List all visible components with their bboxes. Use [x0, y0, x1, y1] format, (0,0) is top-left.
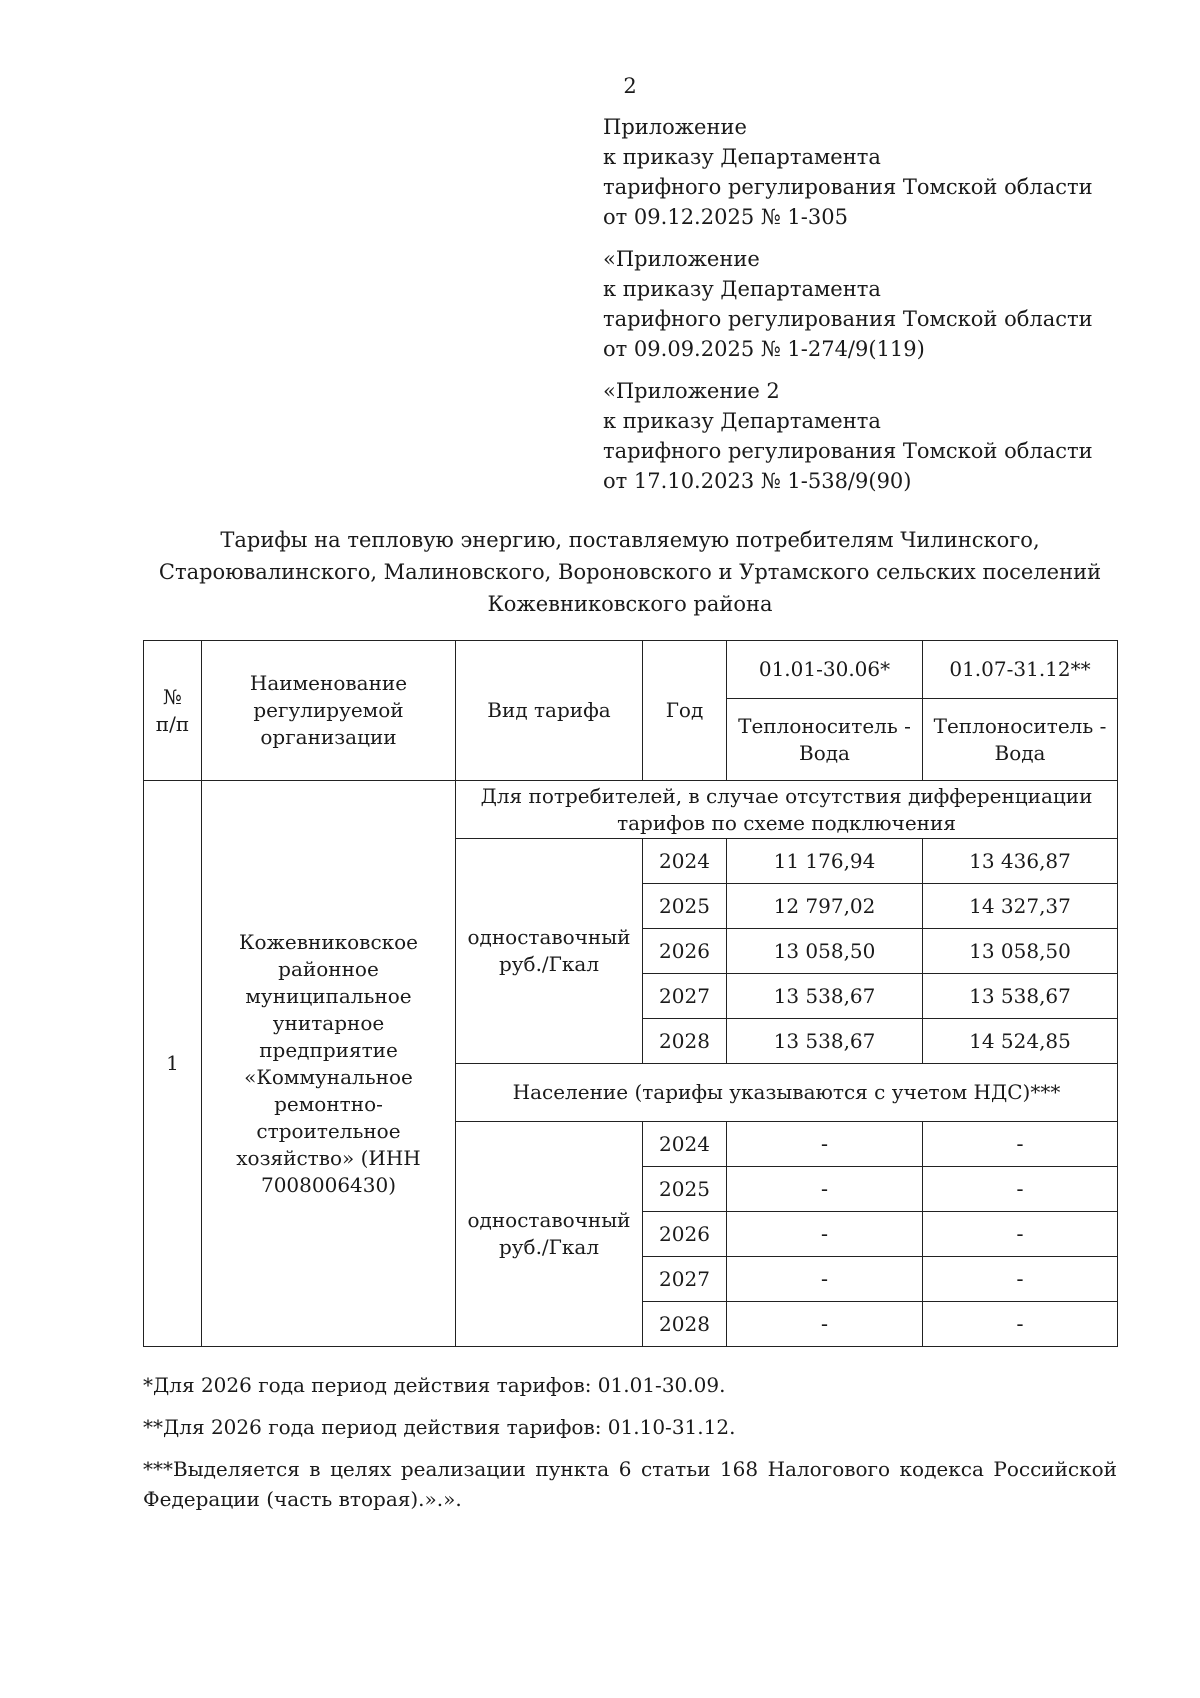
value-cell: -	[727, 1122, 923, 1167]
section-title-row	[144, 781, 1118, 839]
title-line: Тарифы на тепловую энергию, поставляемую потребителям Чилинского,	[220, 528, 1040, 552]
value-cell: 11 176,94	[727, 839, 923, 884]
table-header-row	[144, 641, 1118, 699]
year-cell: 2027	[643, 974, 727, 1019]
attachment-line: от 09.09.2025 № 1-274/9(119)	[603, 337, 925, 361]
page-number: 2	[623, 74, 637, 98]
header-tariff-type: Вид тарифа	[456, 641, 643, 781]
value-cell: -	[727, 1212, 923, 1257]
attachment-block-3	[603, 376, 1163, 496]
value-cell: -	[727, 1257, 923, 1302]
tariff-table	[143, 640, 1118, 1347]
attachment-block-1	[603, 112, 1163, 232]
title-line: Кожевниковского района	[487, 592, 773, 616]
footnote: **Для 2026 года период действия тарифов: 01.10-31.12.	[143, 1415, 736, 1439]
header-organization: Наименование регулируемой организации	[202, 641, 456, 781]
attachment-line: к приказу Департамента	[603, 409, 881, 433]
attachment-line: «Приложение	[603, 247, 760, 271]
attachment-block-2	[603, 244, 1163, 364]
attachment-line: тарифного регулирования Томской области	[603, 175, 1093, 199]
year-cell: 2026	[643, 1212, 727, 1257]
header-carrier-2: Теплоноситель - Вода	[923, 699, 1118, 781]
tariff-type-cell: одноставочный руб./Гкал	[456, 1122, 643, 1347]
header-carrier-1: Теплоноситель - Вода	[727, 699, 923, 781]
value-cell: -	[727, 1302, 923, 1347]
year-cell: 2025	[643, 1167, 727, 1212]
year-cell: 2028	[643, 1019, 727, 1064]
value-cell: -	[923, 1167, 1118, 1212]
value-cell: -	[923, 1122, 1118, 1167]
value-cell: 13 058,50	[727, 929, 923, 974]
year-cell: 2024	[643, 839, 727, 884]
header-num: № п/п	[144, 641, 202, 781]
value-cell: 12 797,02	[727, 884, 923, 929]
section-title: Для потребителей, в случае отсутствия дифференциации тарифов по схеме подключения	[456, 781, 1118, 839]
value-cell: 13 436,87	[923, 839, 1118, 884]
value-cell: 13 058,50	[923, 929, 1118, 974]
attachment-line: тарифного регулирования Томской области	[603, 307, 1093, 331]
header-period-2: 01.07-31.12**	[923, 641, 1118, 699]
value-cell: 14 327,37	[923, 884, 1118, 929]
value-cell: -	[923, 1302, 1118, 1347]
footnote: ***Выделяется в целях реализации пункта 6 статьи 168 Налогового кодекса Российской Федерации (часть вторая).».».	[143, 1457, 1117, 1511]
value-cell: 13 538,67	[727, 1019, 923, 1064]
document-title	[130, 524, 1130, 620]
footnotes	[143, 1370, 1117, 1526]
attachment-line: тарифного регулирования Томской области	[603, 439, 1093, 463]
organization-name: Кожевниковское районное муниципальное унитарное предприятие «Коммунальное ремонтно-строительное хозяйство» (ИНН 7008006430)	[202, 781, 456, 1347]
attachment-line: от 09.12.2025 № 1-305	[603, 205, 848, 229]
value-cell: -	[923, 1257, 1118, 1302]
value-cell: 13 538,67	[727, 974, 923, 1019]
year-cell: 2027	[643, 1257, 727, 1302]
value-cell: -	[727, 1167, 923, 1212]
title-line: Староювалинского, Малиновского, Вороновского и Уртамского сельских поселений	[158, 560, 1102, 584]
tariff-type-cell: одноставочный руб./Гкал	[456, 839, 643, 1064]
year-cell: 2026	[643, 929, 727, 974]
attachment-line: «Приложение 2	[603, 379, 780, 403]
attachments-header	[603, 112, 1163, 508]
attachment-line: Приложение	[603, 115, 747, 139]
attachment-line: от 17.10.2023 № 1-538/9(90)	[603, 469, 912, 493]
header-year: Год	[643, 641, 727, 781]
attachment-line: к приказу Департамента	[603, 277, 881, 301]
row-number: 1	[144, 781, 202, 1347]
value-cell: 14 524,85	[923, 1019, 1118, 1064]
header-period-1: 01.01-30.06*	[727, 641, 923, 699]
value-cell: -	[923, 1212, 1118, 1257]
year-cell: 2025	[643, 884, 727, 929]
year-cell: 2024	[643, 1122, 727, 1167]
year-cell: 2028	[643, 1302, 727, 1347]
section-title: Население (тарифы указываются с учетом НДС)***	[456, 1064, 1118, 1122]
attachment-line: к приказу Департамента	[603, 145, 881, 169]
value-cell: 13 538,67	[923, 974, 1118, 1019]
footnote: *Для 2026 года период действия тарифов: 01.01-30.09.	[143, 1373, 726, 1397]
